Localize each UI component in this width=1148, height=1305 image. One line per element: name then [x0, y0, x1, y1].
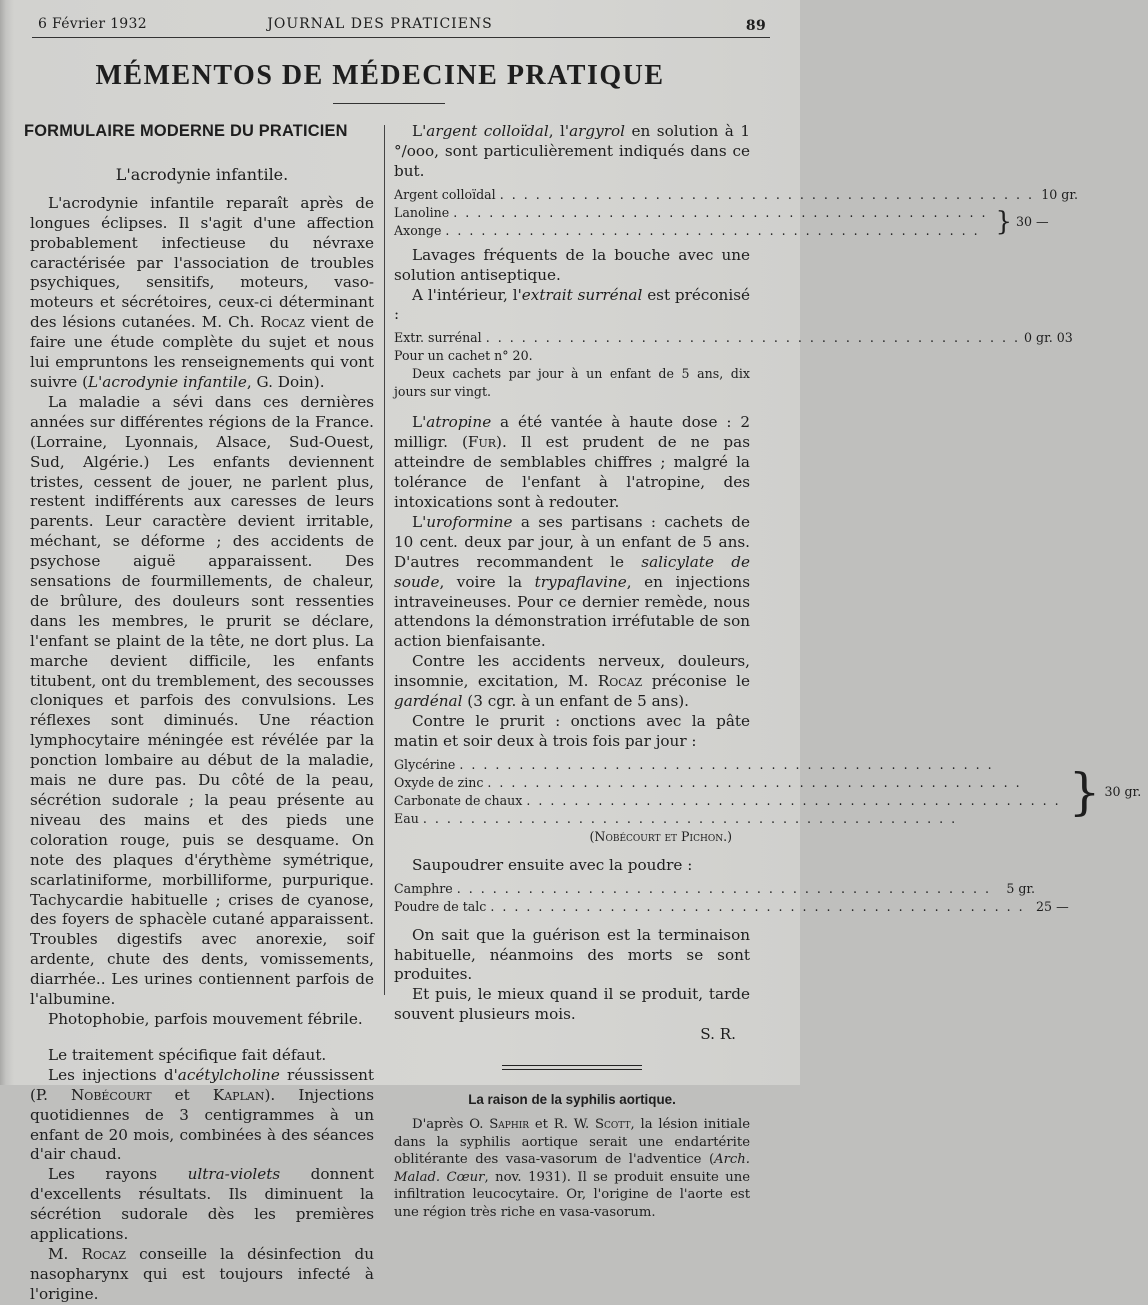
- prescription-surrenal: Extr. surrénal . . . 0 gr. 03 Pour un cachet n° 20. Deux cachets par jour à un enfant de 5 ans, dix jours sur vingt.: [394, 329, 750, 401]
- article-title-syphilis: La raison de la syphilis aortique.: [468, 1092, 676, 1108]
- prescription-powder: Camphre . . . 5 gr. Poudre de talc . . . 25 —: [394, 880, 750, 916]
- paragraph-surrenal: A l'intérieur, l'extrait surrénal est préconisé :: [394, 285, 750, 324]
- prescription-credit: (Nobécourt et Pichon.): [589, 828, 732, 844]
- paragraph-mieux: Et puis, le mieux quand il se produit, tarde souvent plusieurs mois.: [394, 985, 750, 1024]
- column-divider: [384, 125, 385, 995]
- header-date: 6 Février 1932: [38, 16, 147, 32]
- prescription-paste: Glycérine . . . Oxyde de zinc . . . Carbonate de chaux . . . Eau . . . } 30 gr. (Nobécourt et Pichon.): [394, 756, 750, 846]
- page-number: 89: [745, 18, 766, 34]
- separator-rule: [502, 1065, 642, 1070]
- paragraph-disinfection: M. Rocaz conseille la désinfection du nasopharynx qui est toujours infecté à l'origine.: [30, 1244, 374, 1303]
- paragraph-syphilis: D'après O. Saphir et R. W. Scott, la lésion initiale dans la syphilis aortique serait une endartérite oblitérante des vasa-vasorum de l'adventice (Arch. Malad. Cœur, nov. 1931). Il se produit ensuite une infiltration leucocytaire. Or, l'origine de l'aorte est une région très riche en vasa-vasorum.: [394, 1117, 751, 1220]
- paragraph-photophobia: Photophobie, parfois mouvement fébrile.: [48, 1009, 363, 1028]
- paragraph-ultraviolet: Les rayons ultra-violets donnent d'excellents résultats. Ils diminuent la sécrétion sudorale dès les premières applications.: [30, 1165, 374, 1244]
- header-rule: [32, 37, 770, 38]
- paragraph-prurit: Contre le prurit : onctions avec la pâte matin et soir deux à trois fois par jour :: [394, 711, 750, 750]
- section-title: FORMULAIRE MODERNE DU PRATICIEN: [24, 122, 348, 140]
- paragraph-uroformine: L'uroformine a ses partisans : cachets de 10 cent. deux par jour, à un enfant de 5 ans. D'autres recommandent le salicylate de soude, voire la trypaflavine, en injections intraveineuses. Pour ce dernier remède, nous attendons la démonstration irréfutable de son action bienfaisante.: [394, 512, 750, 651]
- paragraph-nervous: Contre les accidents nerveux, douleurs, insomnie, excitation, M. Rocaz préconise le gardénal (3 cgr. à un enfant de 5 ans).: [394, 652, 750, 711]
- left-column: [24, 122, 374, 1305]
- article-title: L'acrodynie infantile.: [115, 164, 289, 184]
- title-rule: [333, 103, 445, 104]
- header-journal-name: JOURNAL DES PRATICIENS: [267, 16, 493, 32]
- paragraph-intro: L'acrodynie infantile reparaît après de longues éclipses. Il s'agit d'une affection probablement infectieuse du névraxe caractérisée par l'association de troubles psychiques, sensitifs, moteurs, vaso-moteurs et sécrétoires, ceux-ci déterminant des lésions cutanées. M. Ch. Rocaz vient de faire une étude complète du sujet et nous lui empruntons les renseignements qui vont suivre (L'acrodynie infantile, G. Doin).: [30, 193, 374, 391]
- paragraph-silver: L'argent colloïdal, l'argyrol en solution à 1 °/ooo, sont particulièrement indiqués dans ce but.: [394, 122, 750, 180]
- paragraph-treatment: Le traitement spécifique fait défaut.: [48, 1045, 327, 1064]
- page-title: MÉMENTOS DE MÉDECINE PRATIQUE: [95, 60, 665, 91]
- paragraph-atropine: L'atropine a été vantée à haute dose : 2 milligr. (Fur). Il est prudent de ne pas atteindre de semblables chiffres ; malgré la tolérance de l'enfant à l'atropine, des intoxications sont à redouter.: [394, 413, 750, 511]
- paragraph-symptoms: La maladie a sévi dans ces dernières années sur différentes régions de la France. (Lorraine, Lyonnais, Alsace, Sud-Ouest, Sud, Algérie.) Les enfants deviennent tristes, cessent de jouer, ne parlent plus, restent indifférents aux caresses de leurs parents. Leur caractère devient irritable, méchant, se déforme ; des accidents de psychose aiguë apparaissent. Des sensations de fourmillements, de chaleur, de brûlure, des douleurs sont ressenties dans les membres, le prurit se déclare, l'enfant se plaint de la tête, ne dort plus. La marche devient difficile, les enfants titubent, ont du tremblement, des secousses cloniques et parfois des convulsions. Les réflexes sont diminués. Une réaction lymphocytaire méningée est révélée par la ponction lombaire au début de la maladie, mais ne dure pas. Du côté de la peau, sécrétion sudorale ; la peau présente au niveau des mains et des pieds une coloration rouge, puis se desquame. On note des plaques d'érythème symétrique, scarlatiniforme, morbilliforme, purpurique. Tachycardie habituelle ; crises de cyanose, des foyers de sphacèle cutané apparaissent. Troubles digestifs avec anorexie, soif ardente, chute des dents, vomissements, diarrhée.. Les urines contiennent parfois de l'albumine.: [30, 392, 374, 1009]
- paragraph-lavages: Lavages fréquents de la bouche avec une solution antiseptique.: [394, 245, 750, 284]
- prescription-silver: Argent colloïdal . . . 10 gr. Lanoline . . . Axonge . . . } 30 —: [394, 186, 750, 240]
- paragraph-guerison: On sait que la guérison est la terminaison habituelle, néanmoins des morts se sont produites.: [394, 925, 750, 984]
- right-column: [394, 122, 1142, 1221]
- paragraph-powder: Saupoudrer ensuite avec la poudre :: [412, 855, 693, 874]
- signature: S. R.: [700, 1025, 736, 1044]
- paragraph-injections: Les injections d'acétylcholine réussissent (P. Nobécourt et Kaplan). Injections quotidiennes de 3 centigrammes à un enfant de 20 mois, combinées à des séances d'air chaud.: [30, 1065, 374, 1164]
